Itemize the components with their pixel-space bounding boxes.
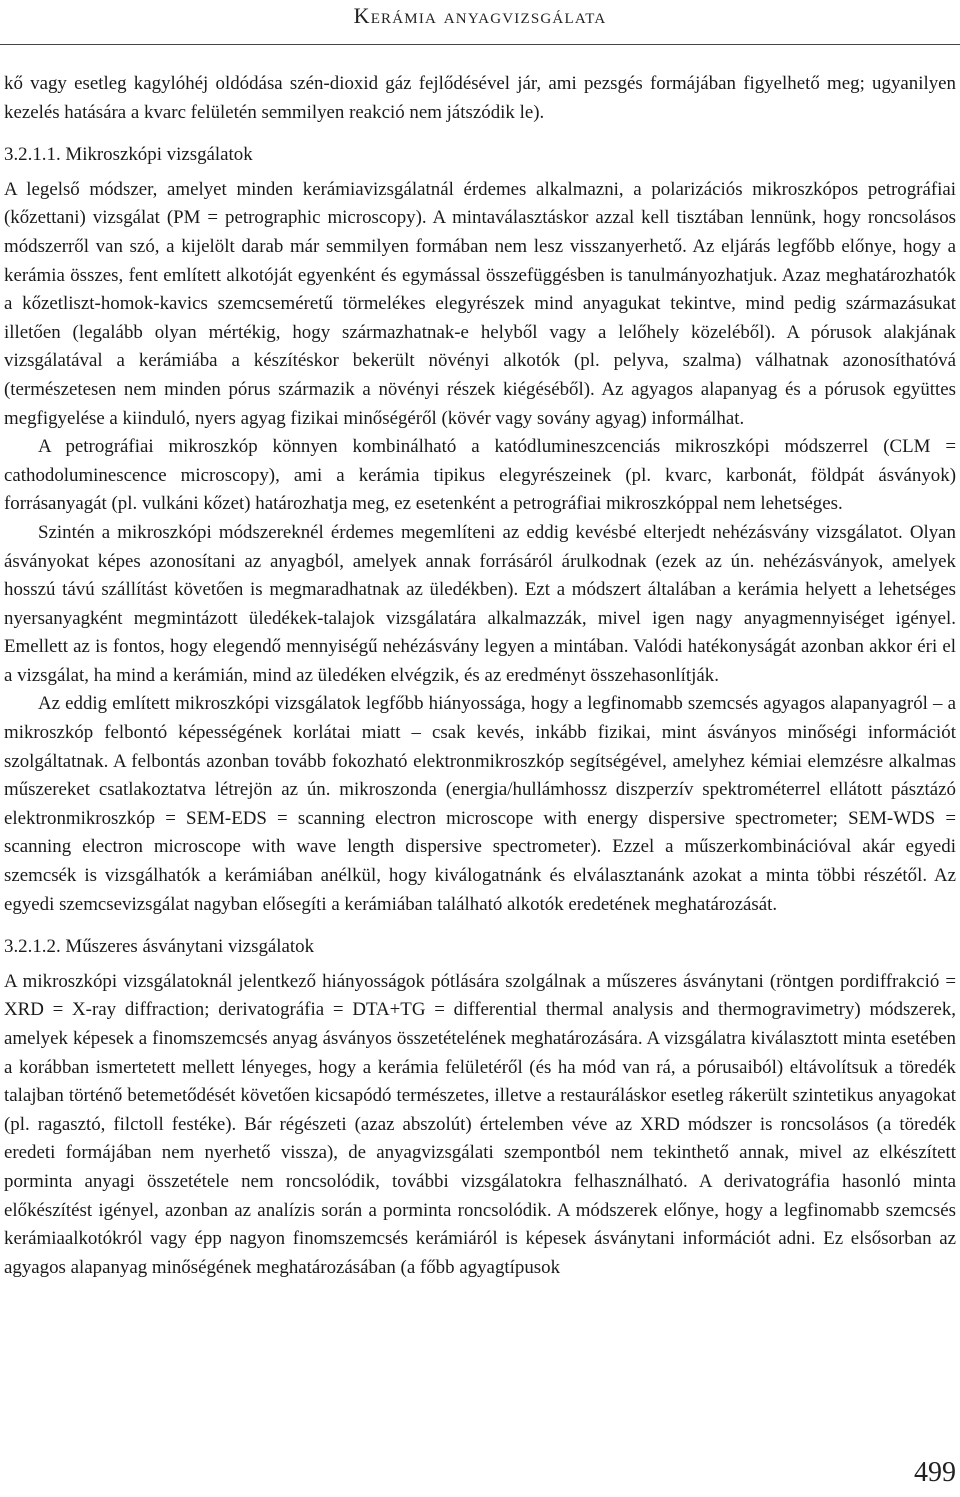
paragraph: Szintén a mikroszkópi módszereknél érdemes megemlíteni az eddig kevésbé elterjedt nehézásvány vizsgálatot. Olyan ásványokat képes azonosítani az anyagból, amelyek annak forrásáról árulkodnak (ezek az ún. nehézásványok, amelyek hosszú távú szállítást követően is megmaradhatnak az üledékben). Ezt a módszert általában a kerámia helyett a lehetséges nyersanyagként megmintázott üledékek-talajok vizsgálatára alkalmazzák, mivel igen nagy anyagmennyiséget igényel. Emellett az is fontos, hogy elegendő mennyiségű nehézásvány legyen a mintában. Valódi hatékonyságát azonban akkor éri el a vizsgálat, ha mind a kerámián, mind az üledéken elvégzik, és az eredményt összehasonlítják. (4, 521, 956, 686)
running-head (0, 0, 960, 45)
intro-paragraph: kő vagy esetleg kagylóhéj oldódása szén-dioxid gáz fejlődésével jár, ami pezsgés formájában figyelhető meg; ugyanilyen kezelés hatására a kvarc felületén semmilyen reakció nem játszódik le). (4, 73, 956, 123)
page-body (4, 70, 956, 1282)
paragraph: A petrográfiai mikroszkóp könnyen kombinálható a katódlumineszcenciás mikroszkópi módszerrel (CLM = cathodoluminescence microscopy), ami a kerámia tipikus elegyrészeinek (pl. kvarc, karbonát, földpát ásványok) forrásanyagát (pl. vulkáni kőzet) határozhatja meg, ez esetenként a petrográfiai mikroszkóppal nem lehetséges. (4, 436, 956, 515)
paragraph: A mikroszkópi vizsgálatoknál jelentkező hiányosságok pótlására szolgálnak a műszeres ásványtani (röntgen pordiffrakció = XRD = X-ray diffraction; derivatográfia = DTA+TG = differential thermal analysis and thermogravimetry) módszerek, amelyek képesek a finomszemcsés anyag ásványos összetételének meghatározására. A vizsgálatra kiválasztott minta esetében a korábban ismertetett mellett lényeges, hogy a kerámia felületéről (és ha mód van rá, a pórusaiból) eltávolítsuk a töredék talajban történő betemetődését követően kicsapódó természetes, illetve a restauráláskor esetleg rákerült szintetikus anyagokat (pl. ragasztó, filctoll festéke). Bár régészeti (azaz abszolút) értelemben véve az XRD módszer is roncsolásos (a töredék eredeti formájában nem nyerhető vissza), de anyagvizsgálati szempontból nem tekinthető annak, mivel az elkészített porminta anyagi összetétele nem roncsolódik, további vizsgálatokra felhasználható. A derivatográfia hasonló minta előkészítést igényel, azonban az analízis során a porminta roncsolódik. A módszerek előnye, hogy a legfinomabb szemcsés kerámiaalkotókról vagy épp nagyon finomszemcsés kerámiáról is képesek ásványtani információt adni. Ez elsősorban az agyagos alapanyag minőségének meghatározásában (a főbb agyagtípusok (4, 970, 956, 1278)
section-heading-microscopy: 3.2.1.1. Mikroszkópi vizsgálatok (4, 144, 253, 166)
paragraph: Az eddig említett mikroszkópi vizsgálatok legfőbb hiányossága, hogy a legfinomabb szemcsés agyagos alapanyagról – a mikroszkóp felbontó képességének korlátai miatt – csak kevés, inkább fizikai, mint ásványos minőségi információt szolgáltatnak. A felbontás azonban tovább fokozható elektronmikroszkóp segítségével, amelyhez kémiai elemzésre alkalmas műszereket csatlakoztatva létrejön az ún. mikroszonda (energia/hullámhossz diszperzív spektrométerrel ellátott pásztázó elektronmikroszkóp = SEM-EDS = scanning electron microscope with energy dispersive spectrometer; SEM-WDS = scanning electron microscope with wave length dispersive spectrometer). Ezzel a műszerkombinációval akár egyedi szemcsék is vizsgálhatók a kerámiában anélkül, hogy kiválogatnánk és elválasztanánk azokat a minta többi részétől. Az egyedi szemcsevizsgálat nagyban elősegíti a kerámiában található alkotók eredetének meghatározását. (4, 693, 956, 915)
section-heading-instrumental: 3.2.1.2. Műszeres ásványtani vizsgálatok (4, 936, 315, 958)
page-number: 499 (914, 1457, 956, 1488)
running-head-title: Kerámia anyagvizsgálata (353, 3, 607, 28)
paragraph: A legelső módszer, amelyet minden kerámiavizsgálatnál érdemes alkalmazni, a polarizációs mikroszkópos petrográfiai (kőzettani) vizsgálat (PM = petrographic microscopy). A mintaválasztáskor azzal kell tisztában lennünk, hogy roncsolásos módszerről van szó, a kijelölt darab már semmilyen formában nem lesz visszanyerhető. Az eljárás legfőbb előnye, hogy a kerámia összes, fent említett alkotóját egyenként és egymással összefüggésben is tanulmányozhatjuk. Azaz meghatározhatók a kőzetliszt-homok-kavics szemcseméretű törmelékes elegyrészek mind anyagukat tekintve, mind pedig származásukat illetően (legalább olyan mértékig, hogy származhatnak-e helyből vagy a lelőhely közeléből). A pórusok alakjának vizsgálatával a kerámiába a készítéskor bekerült növényi alkotók (pl. pelyva, szalma) válhatnak azonosíthatóvá (természetesen nem minden pórus származik a növényi részek kiégéséből). Az agyagos alapanyag és a pórusok együttes megfigyelése a kiinduló, nyers agyag fizikai minőségéről (kövér vagy sovány agyag) informálhat. (4, 178, 956, 429)
